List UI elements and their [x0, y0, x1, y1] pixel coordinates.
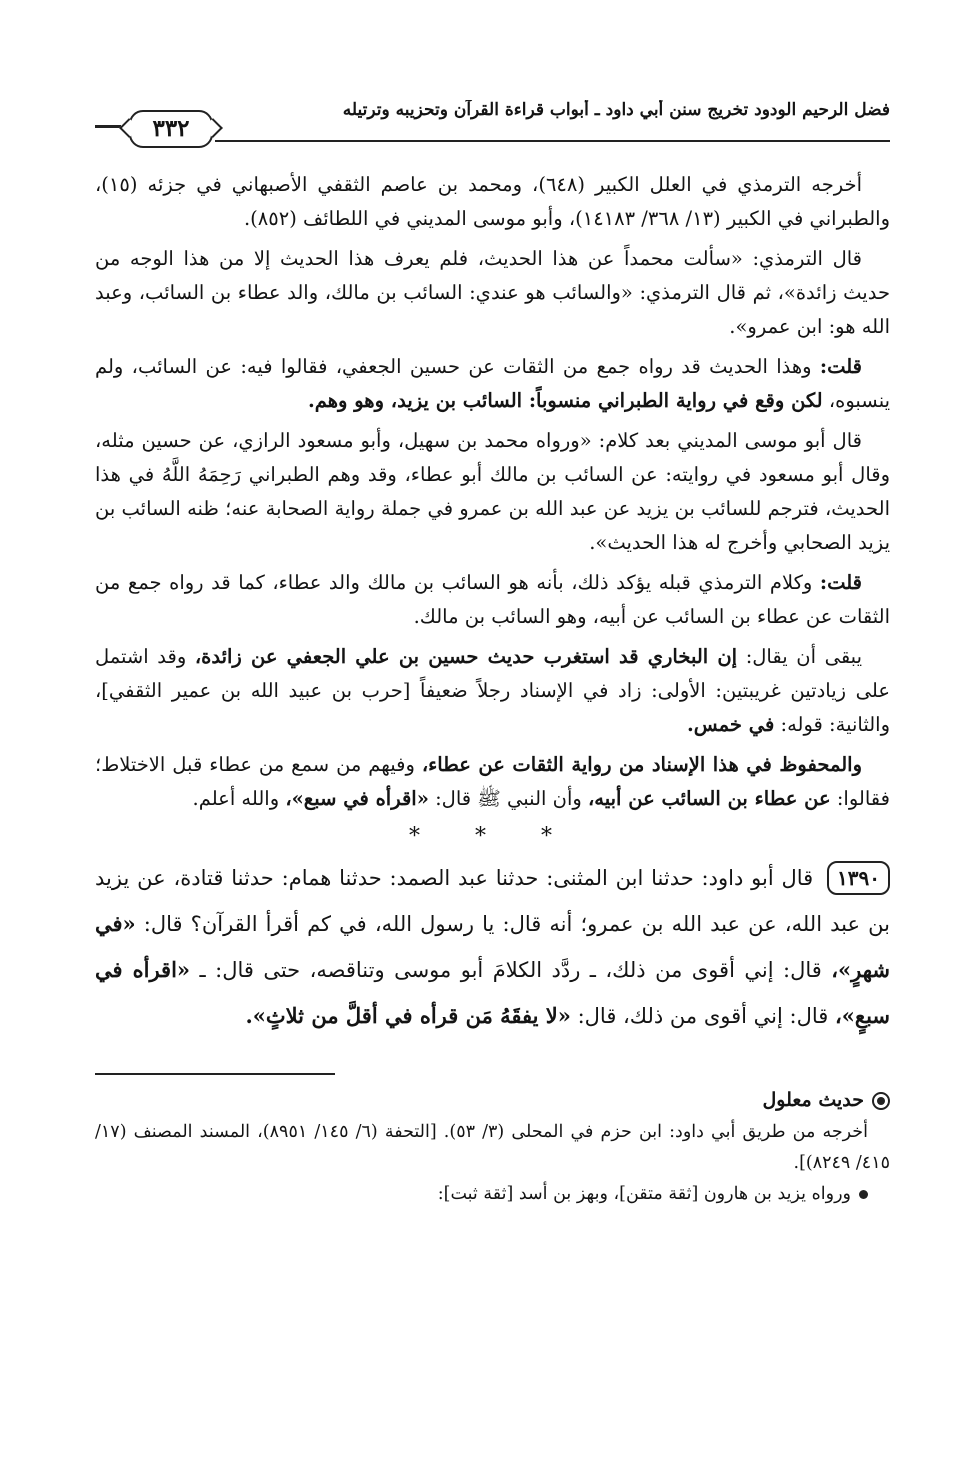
paragraph-text: وفيهم من سمع من عطاء قبل الاختلاط؛ فقالوا:	[95, 753, 890, 810]
book-page	[95, 88, 890, 1388]
qultu-label: قلت:	[819, 355, 862, 378]
paragraph-bold: إن البخاري قد استغرب حديث حسين بن علي الجعفي عن زائدة،	[194, 645, 738, 668]
paragraph-bold: عن عطاء بن السائب عن أبيه،	[587, 787, 831, 810]
paragraph-text: وقد اشتمل على زيادتين غريبتين: الأولى: زاد في الإسناد رجلاً ضعيفاً [حرب بن عبيد الله بن عمير الثقفي]، والثانية: قوله:	[95, 645, 890, 736]
paragraph-qultu-1	[95, 350, 890, 418]
page-number-ornament	[95, 110, 215, 150]
paragraph-text: يبقى أن يقال:	[737, 645, 862, 668]
running-header	[95, 88, 890, 142]
paragraph-tirmidhi: قال الترمذي: «سألت محمداً عن هذا الحديث، فلم يعرف هذا الحديث إلا من هذا الوجه من حديث زائدة»، ثم قال الترمذي: «والسائب هو عندي: السائب بن مالك، والد عطاء بن السائب، وعبد الله هو: ابن عمرو».	[95, 247, 890, 338]
commentary	[95, 1083, 890, 1210]
page-number: ٣٣٢	[129, 110, 213, 148]
hadith-bold: «لا يفقَهُ مَن قرأه في أقلَّ من ثلاثٍ».	[245, 1003, 571, 1028]
paragraph-bold: «اقرأه في سبع»،	[285, 787, 429, 810]
hadith-part: قال: إني أقوى من ذلك، ـ ردَّد الكلامَ أبو موسى وتناقصه، حتى قال: ـ	[190, 958, 832, 982]
commentary-riwaya	[95, 1179, 890, 1210]
grade-marker-icon	[872, 1092, 890, 1110]
hadith-text	[95, 856, 890, 1039]
section-separator: * * *	[409, 824, 576, 849]
ornament-dash	[95, 125, 121, 128]
hadith-grade	[95, 1083, 890, 1117]
commentary-takhrij: أخرجه من طريق أبي داود: ابن حزم في المحلى (٣/ ٥٣). [التحفة (٦/ ١٤٥/ ٨٩٥١)، المسند المصنف (١٧/ ٤١٥/ ٨٢٤٩)].	[95, 1121, 890, 1173]
paragraph-abu-musa: قال أبو موسى المديني بعد كلام: «ورواه محمد بن سهيل، وأبو مسعود الرازي، عن حسين مثله، وقال أبو مسعود في روايته: عن السائب بن مالك أبو عطاء، وقد وهم الطبراني رَحِمَهُ اللَّهُ في هذا الحديث، فترجم للسائب بن يزيد عن عبد الله بن عمرو في جملة رواية الصحابة عنه؛ ظنه السائب بن يزيد الصحابي وأخرج له هذا الحديث».	[95, 429, 890, 554]
footnote-divider	[95, 1073, 335, 1075]
paragraph-bold: في خمس.	[686, 713, 775, 736]
paragraph-text: وهذا الحديث قد رواه جمع من الثقات عن حسين الجعفي، فقالوا فيه: عن السائب، ولم ينسبوه،	[95, 355, 890, 412]
paragraph-mahfuz	[95, 748, 890, 816]
paragraph-bold: والمحفوظ في هذا الإسناد من رواية الثقات عن عطاء،	[421, 753, 862, 776]
grade-label: حديث معلول	[762, 1088, 864, 1111]
hadith-bold: «اقرأه في سبعٍ»،	[95, 957, 890, 1028]
paragraph-text: وكلام الترمذي قبله يؤكد ذلك، بأنه هو السائب بن مالك والد عطاء، كما قد رواه جمع من الثقات عن عطاء بن السائب عن أبيه، وهو السائب بن مالك.	[95, 571, 890, 628]
hadith-bold: «في شهرٍ»،	[95, 911, 890, 982]
paragraph-bukhari	[95, 640, 890, 742]
qultu-label: قلت:	[819, 571, 862, 594]
paragraph-text: والله أعلم.	[192, 787, 286, 810]
commentary-text: ورواه يزيد بن هارون [ثقة متقن]، وبهز بن أسد [ثقة ثبت]:	[437, 1183, 851, 1204]
hadith-number: ١٣٩٠	[827, 861, 890, 895]
paragraph-takhrij: أخرجه الترمذي في العلل الكبير (٦٤٨)، ومحمد بن عاصم الثقفي الأصبهاني في جزئه (١٥)، والطبراني في الكبير (١٣/ ٣٦٨/ ١٤١٨٣)، وأبو موسى المديني في اللطائف (٨٥٢).	[95, 173, 890, 230]
paragraph-qultu-2	[95, 566, 890, 634]
paragraph-bold: لكن وقع في رواية الطبراني منسوباً: السائب بن يزيد، وهو وهم.	[307, 389, 823, 412]
hadith-part: قال أبو داود: حدثنا ابن المثنى: حدثنا عبد الصمد: حدثنا همام: حدثنا قتادة، عن يزيد بن عبد الله، عن عبد الله بن عمرو؛ أنه قال: يا رسول الله، في كم أقرأ القرآن؟ قال:	[95, 866, 890, 936]
page-body	[95, 168, 890, 1210]
paragraph-text: وأن النبي ﷺ قال:	[428, 787, 588, 810]
header-title: فضل الرحيم الودود تخريج سنن أبي داود ـ أبواب قراءة القرآن وتحزيبه وترتيله	[342, 100, 890, 120]
bullet-icon	[859, 1190, 868, 1199]
hadith-part: قال: إني أقوى من ذلك، قال:	[570, 1004, 835, 1028]
